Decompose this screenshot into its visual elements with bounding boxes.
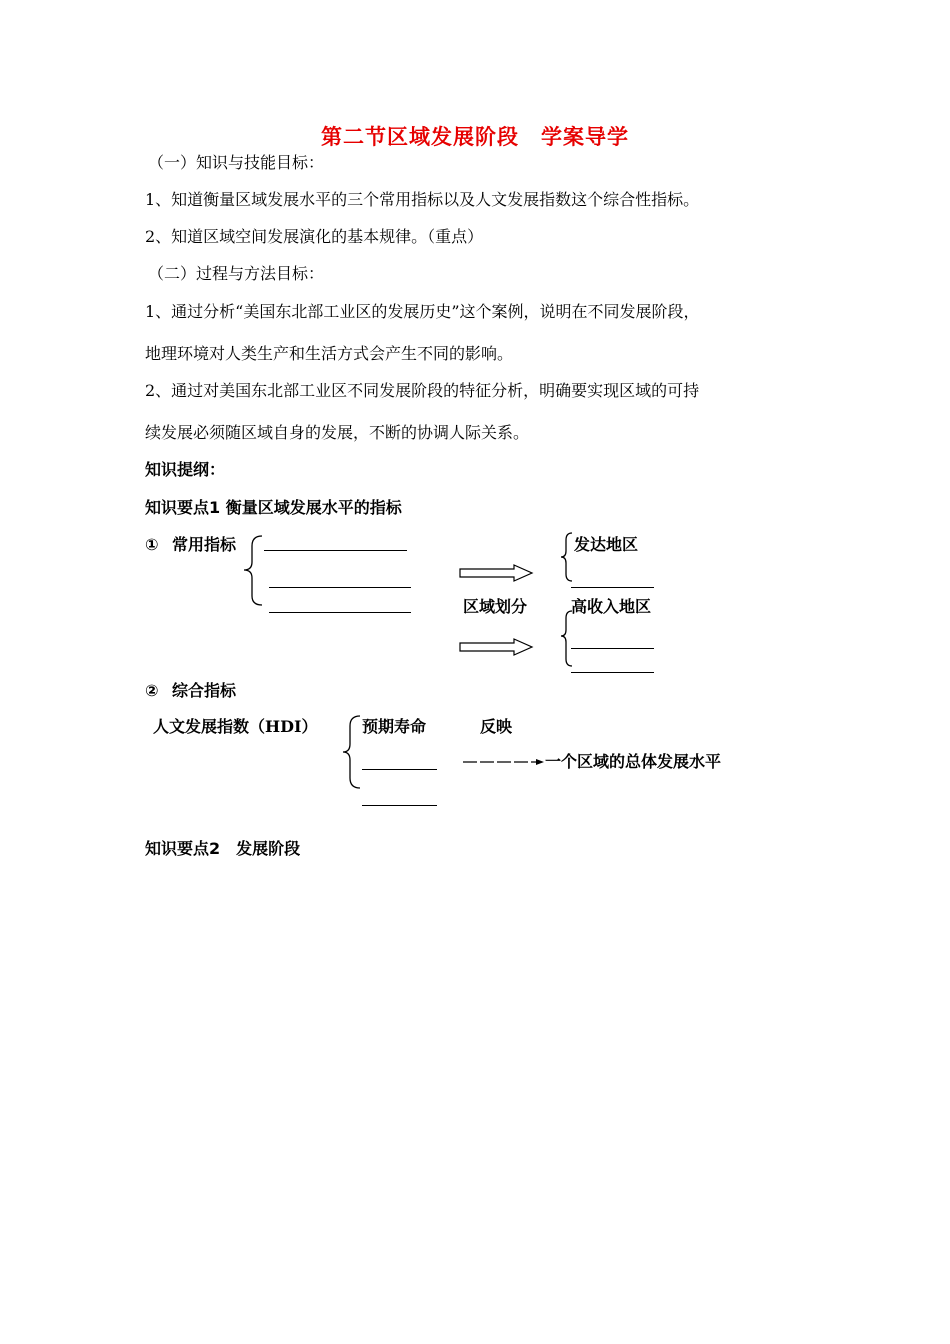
- reflects-label: 反映: [480, 717, 513, 736]
- composite-indicator-label: 综合指标: [172, 681, 237, 700]
- common-indicators-marker: ①: [145, 535, 159, 554]
- arrow-upper-icon: [460, 565, 532, 581]
- brace-developed: [561, 533, 572, 581]
- knowledge-objectives-heading: （一）知识与技能目标：: [148, 153, 325, 172]
- arrow-lower-icon: [460, 639, 532, 655]
- page-title: 第二节区域发展阶段 学案导学: [321, 125, 629, 149]
- blank-hdi-2: [362, 805, 437, 806]
- blank-common-indicator-1: [264, 550, 407, 551]
- brace-high-income: [561, 611, 572, 666]
- high-income-region-label: 高收入地区: [571, 597, 652, 616]
- blank-common-indicator-3: [269, 612, 411, 613]
- brace-common-indicators: [244, 536, 262, 605]
- blank-high-income-1: [571, 648, 654, 649]
- blank-developed-1: [571, 587, 654, 588]
- blank-common-indicator-2: [269, 587, 411, 588]
- process-objective-2-line-2: 续发展必须随区域自身的发展，不断的协调人际关系。: [145, 423, 530, 442]
- composite-indicator-marker: ②: [145, 681, 159, 700]
- life-expectancy-label: 预期寿命: [362, 717, 427, 736]
- point1-heading: 知识要点1 衡量区域发展水平的指标: [145, 498, 402, 517]
- common-indicators-label: 常用指标: [172, 535, 237, 554]
- hdi-label: 人文发展指数（HDI）: [153, 717, 318, 736]
- knowledge-objective-1: 1、知道衡量区域发展水平的三个常用指标以及人文发展指数这个综合性指标。: [145, 190, 700, 209]
- developed-region-label: 发达地区: [574, 535, 639, 554]
- overall-development-label: 一个区域的总体发展水平: [545, 752, 722, 771]
- process-objective-1-line-2: 地理环境对人类生产和生活方式会产生不同的影响。: [145, 344, 514, 363]
- reflect-arrowhead-icon: [536, 759, 544, 765]
- knowledge-objective-2: 2、知道区域空间发展演化的基本规律。（重点）: [145, 227, 484, 246]
- process-objective-2-line-1: 2、通过对美国东北部工业区不同发展阶段的特征分析，明确要实现区域的可持: [145, 381, 700, 400]
- outline-heading: 知识提纲：: [145, 460, 226, 479]
- process-objective-1-line-1: 1、通过分析“美国东北部工业区的发展历史”这个案例，说明在不同发展阶段，: [145, 302, 700, 321]
- brace-hdi: [343, 716, 360, 788]
- region-division-label: 区域划分: [463, 597, 528, 616]
- blank-hdi-1: [362, 769, 437, 770]
- process-objectives-heading: （二）过程与方法目标：: [148, 264, 325, 283]
- blank-high-income-2: [571, 672, 654, 673]
- point2-heading: 知识要点2 发展阶段: [145, 839, 301, 858]
